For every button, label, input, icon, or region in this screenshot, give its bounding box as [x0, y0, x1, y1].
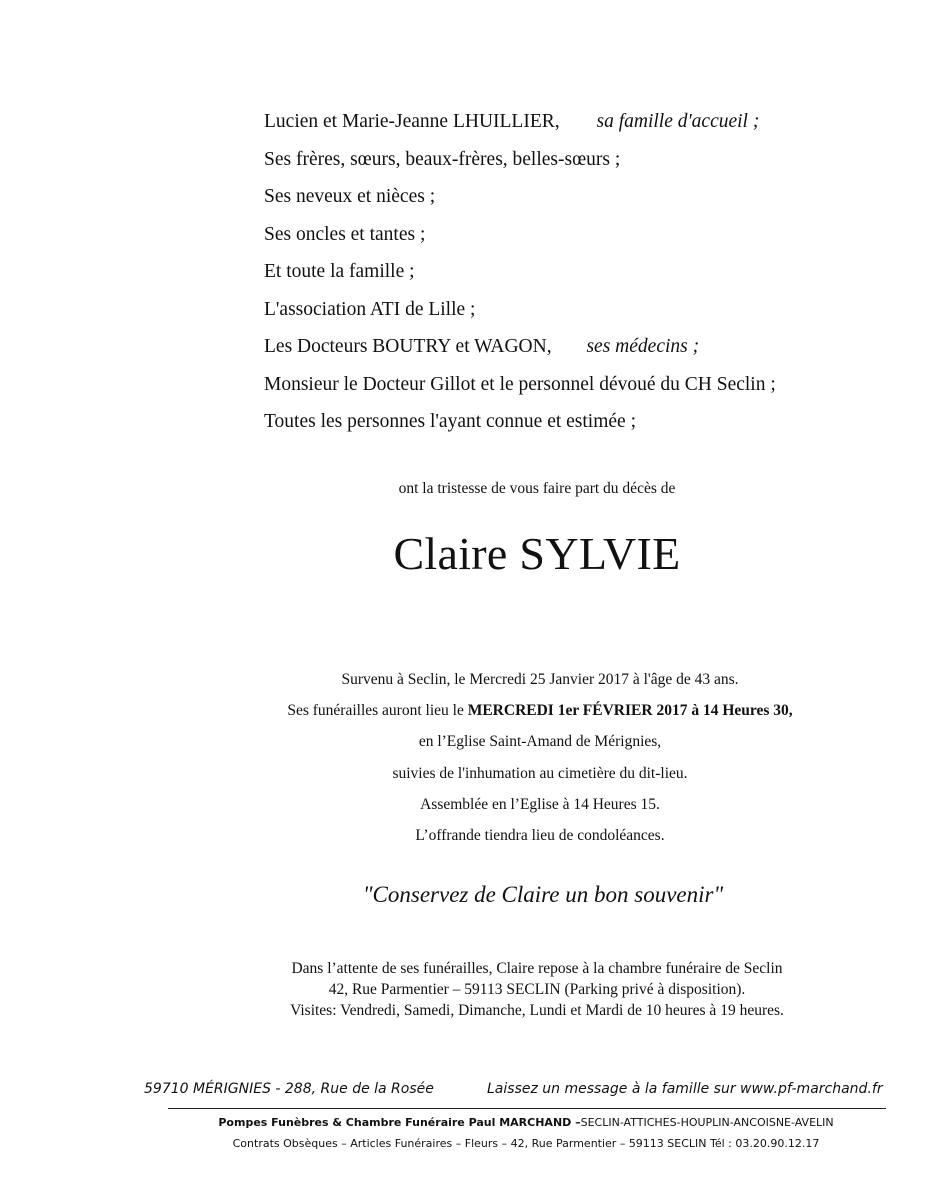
- family-line-siblings: Ses frères, sœurs, beaux-frères, belles-sœurs ;: [264, 148, 621, 170]
- family-line-association: L'association ATI de Lille ;: [264, 298, 476, 320]
- family-line-nephews: Ses neveux et nièces ;: [264, 186, 436, 207]
- assembly-line: Assemblée en l’Eglise à 14 Heures 15.: [420, 795, 660, 813]
- family-text: Les Docteurs BOUTRY et WAGON,: [264, 336, 552, 357]
- announcement-intro: ont la tristesse de vous faire part du décès de: [398, 480, 676, 497]
- family-line-hosts: [264, 103, 776, 141]
- footer-message: Laissez un message à la famille sur www.pf-marchand.fr: [487, 1081, 883, 1097]
- deceased-name: Claire SYLVIE: [393, 528, 681, 579]
- repose-info: [0, 958, 947, 1021]
- repose-line-1: Dans l’attente de ses funérailles, Claire repose à la chambre funéraire de Seclin: [291, 960, 783, 977]
- family-line-doctors: [264, 328, 776, 366]
- burial-line: suivies de l'inhumation au cimetière du dit-lieu.: [392, 764, 688, 782]
- footer-divider: [168, 1108, 886, 1109]
- company-name: Pompes Funèbres & Chambre Funéraire Paul MARCHAND –: [218, 1116, 581, 1129]
- church-line: en l’Eglise Saint-Amand de Mérignies,: [418, 733, 662, 751]
- family-line-hospital: Monsieur le Docteur Gillot et le personnel dévoué du CH Seclin ;: [264, 373, 776, 395]
- footer-address: 59710 MÉRIGNIES - 288, Rue de la Rosée: [144, 1081, 434, 1097]
- family-role: sa famille d'accueil ;: [596, 111, 760, 132]
- repose-line-2: 42, Rue Parmentier – 59113 SECLIN (Parking privé à disposition).: [328, 981, 746, 998]
- company-locations: SECLIN-ATTICHES-HOUPLIN-ANCOISNE-AVELIN: [580, 1116, 834, 1129]
- family-line-acquaintances: Toutes les personnes l'ayant connue et estimée ;: [264, 411, 636, 432]
- memorial-quote: "Conservez de Claire un bon souvenir": [362, 882, 724, 907]
- funeral-details: [0, 664, 947, 851]
- family-text: Lucien et Marie-Jeanne LHUILLIER,: [264, 111, 560, 132]
- footer-contracts: Contrats Obsèques – Articles Funéraires – Fleurs – 42, Rue Parmentier – 59113 SECLIN Tél : 03.20.90.12.17: [232, 1137, 820, 1150]
- funeral-date-line: [0, 695, 947, 726]
- family-line-uncles: Ses oncles et tantes ;: [264, 223, 426, 245]
- funeral-date: MERCREDI 1er FÉVRIER 2017 à 14 Heures 30,: [467, 702, 793, 720]
- offering-line: L’offrande tiendra lieu de condoléances.: [415, 827, 665, 845]
- family-role: ses médecins ;: [586, 336, 700, 357]
- footer-company: [0, 1116, 947, 1129]
- family-list: [264, 103, 776, 441]
- funeral-prefix: Ses funérailles auront lieu le: [287, 702, 468, 720]
- death-notice: Survenu à Seclin, le Mercredi 25 Janvier 2017 à l'âge de 43 ans.: [341, 671, 739, 688]
- family-line-family: Et toute la famille ;: [264, 261, 415, 282]
- repose-line-3: Visites: Vendredi, Samedi, Dimanche, Lundi et Mardi de 10 heures à 19 heures.: [290, 1002, 784, 1019]
